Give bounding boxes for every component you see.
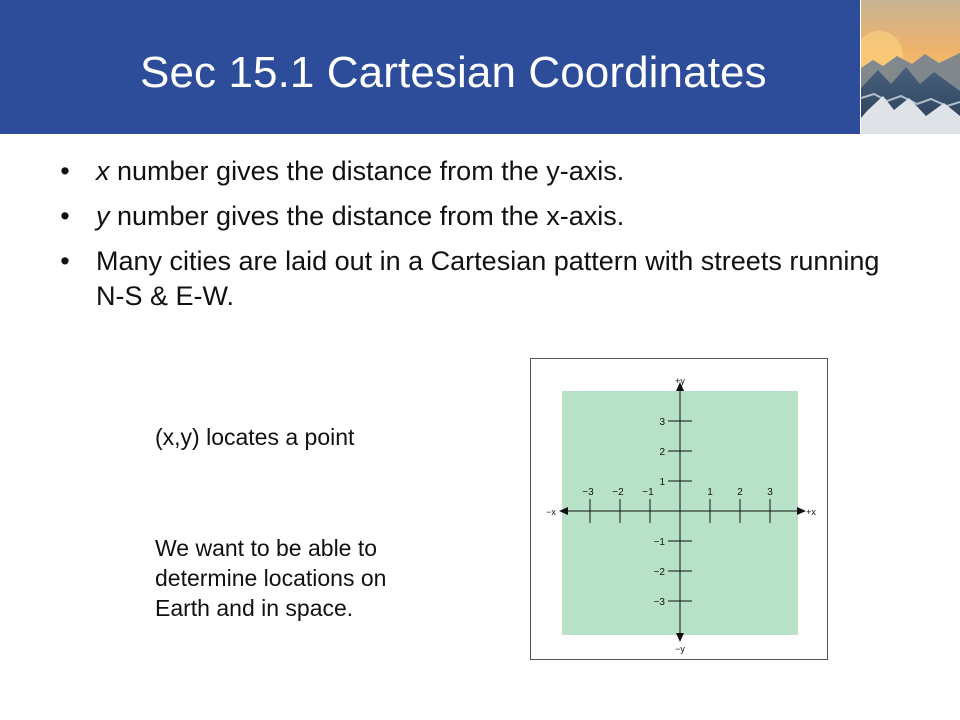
mountain-sunset-photo [861,0,960,134]
y-axis-tick-label: 1 [659,477,665,488]
bullet-italic-term: x [96,156,110,186]
location-goal-line: We want to be able to [155,535,378,561]
cartesian-coordinate-diagram [530,358,828,660]
x-axis-tick-label: 1 [707,487,713,498]
title-bar [0,0,860,134]
bullet-italic-term: y [96,201,110,231]
bullet-list [55,154,905,324]
x-axis-right-arrow [797,507,806,515]
positive-x-axis-label: +x [806,507,816,517]
bullet-x-distance [55,154,905,189]
negative-y-axis-label: −y [675,644,685,654]
y-axis-tick-label: 3 [659,417,665,428]
coordinate-plane-svg [531,359,827,659]
x-axis-tick-label: −3 [582,487,594,498]
bullet-y-distance [55,199,905,234]
bullet-text: number gives the distance from the x-axis. [109,201,625,231]
y-axis-tick-label: −2 [653,567,665,578]
negative-x-axis-label: −x [546,507,556,517]
positive-y-axis-label: +y [675,376,685,386]
bullet-dot: • [60,246,70,276]
point-location-note: (x,y) locates a point [155,424,355,450]
location-goal-line: Earth and in space. [155,595,354,621]
y-axis-tick-label: −3 [653,597,665,608]
y-axis-tick-label: −1 [653,537,665,548]
x-axis-tick-label: 2 [737,487,743,498]
bullet-text: number gives the distance from the y-axis. [109,156,625,186]
x-axis-tick-label: −1 [642,487,654,498]
slide-title: Sec 15.1 Cartesian Coordinates [140,48,767,97]
x-axis-tick-label: 3 [767,487,773,498]
bullet-dot: • [60,201,70,231]
y-axis-tick-label: 2 [659,447,665,458]
y-axis-bottom-arrow [676,633,684,642]
bullet-city-grid [55,244,905,314]
location-goal-note [155,533,495,623]
location-goal-line: determine locations on [155,565,387,591]
bullet-text: Many cities are laid out in a Cartesian pattern with streets running N-S & E-W. [96,246,880,311]
x-axis-tick-label: −2 [612,487,624,498]
mountain-sunset-image [861,0,960,134]
bullet-dot: • [60,156,70,186]
